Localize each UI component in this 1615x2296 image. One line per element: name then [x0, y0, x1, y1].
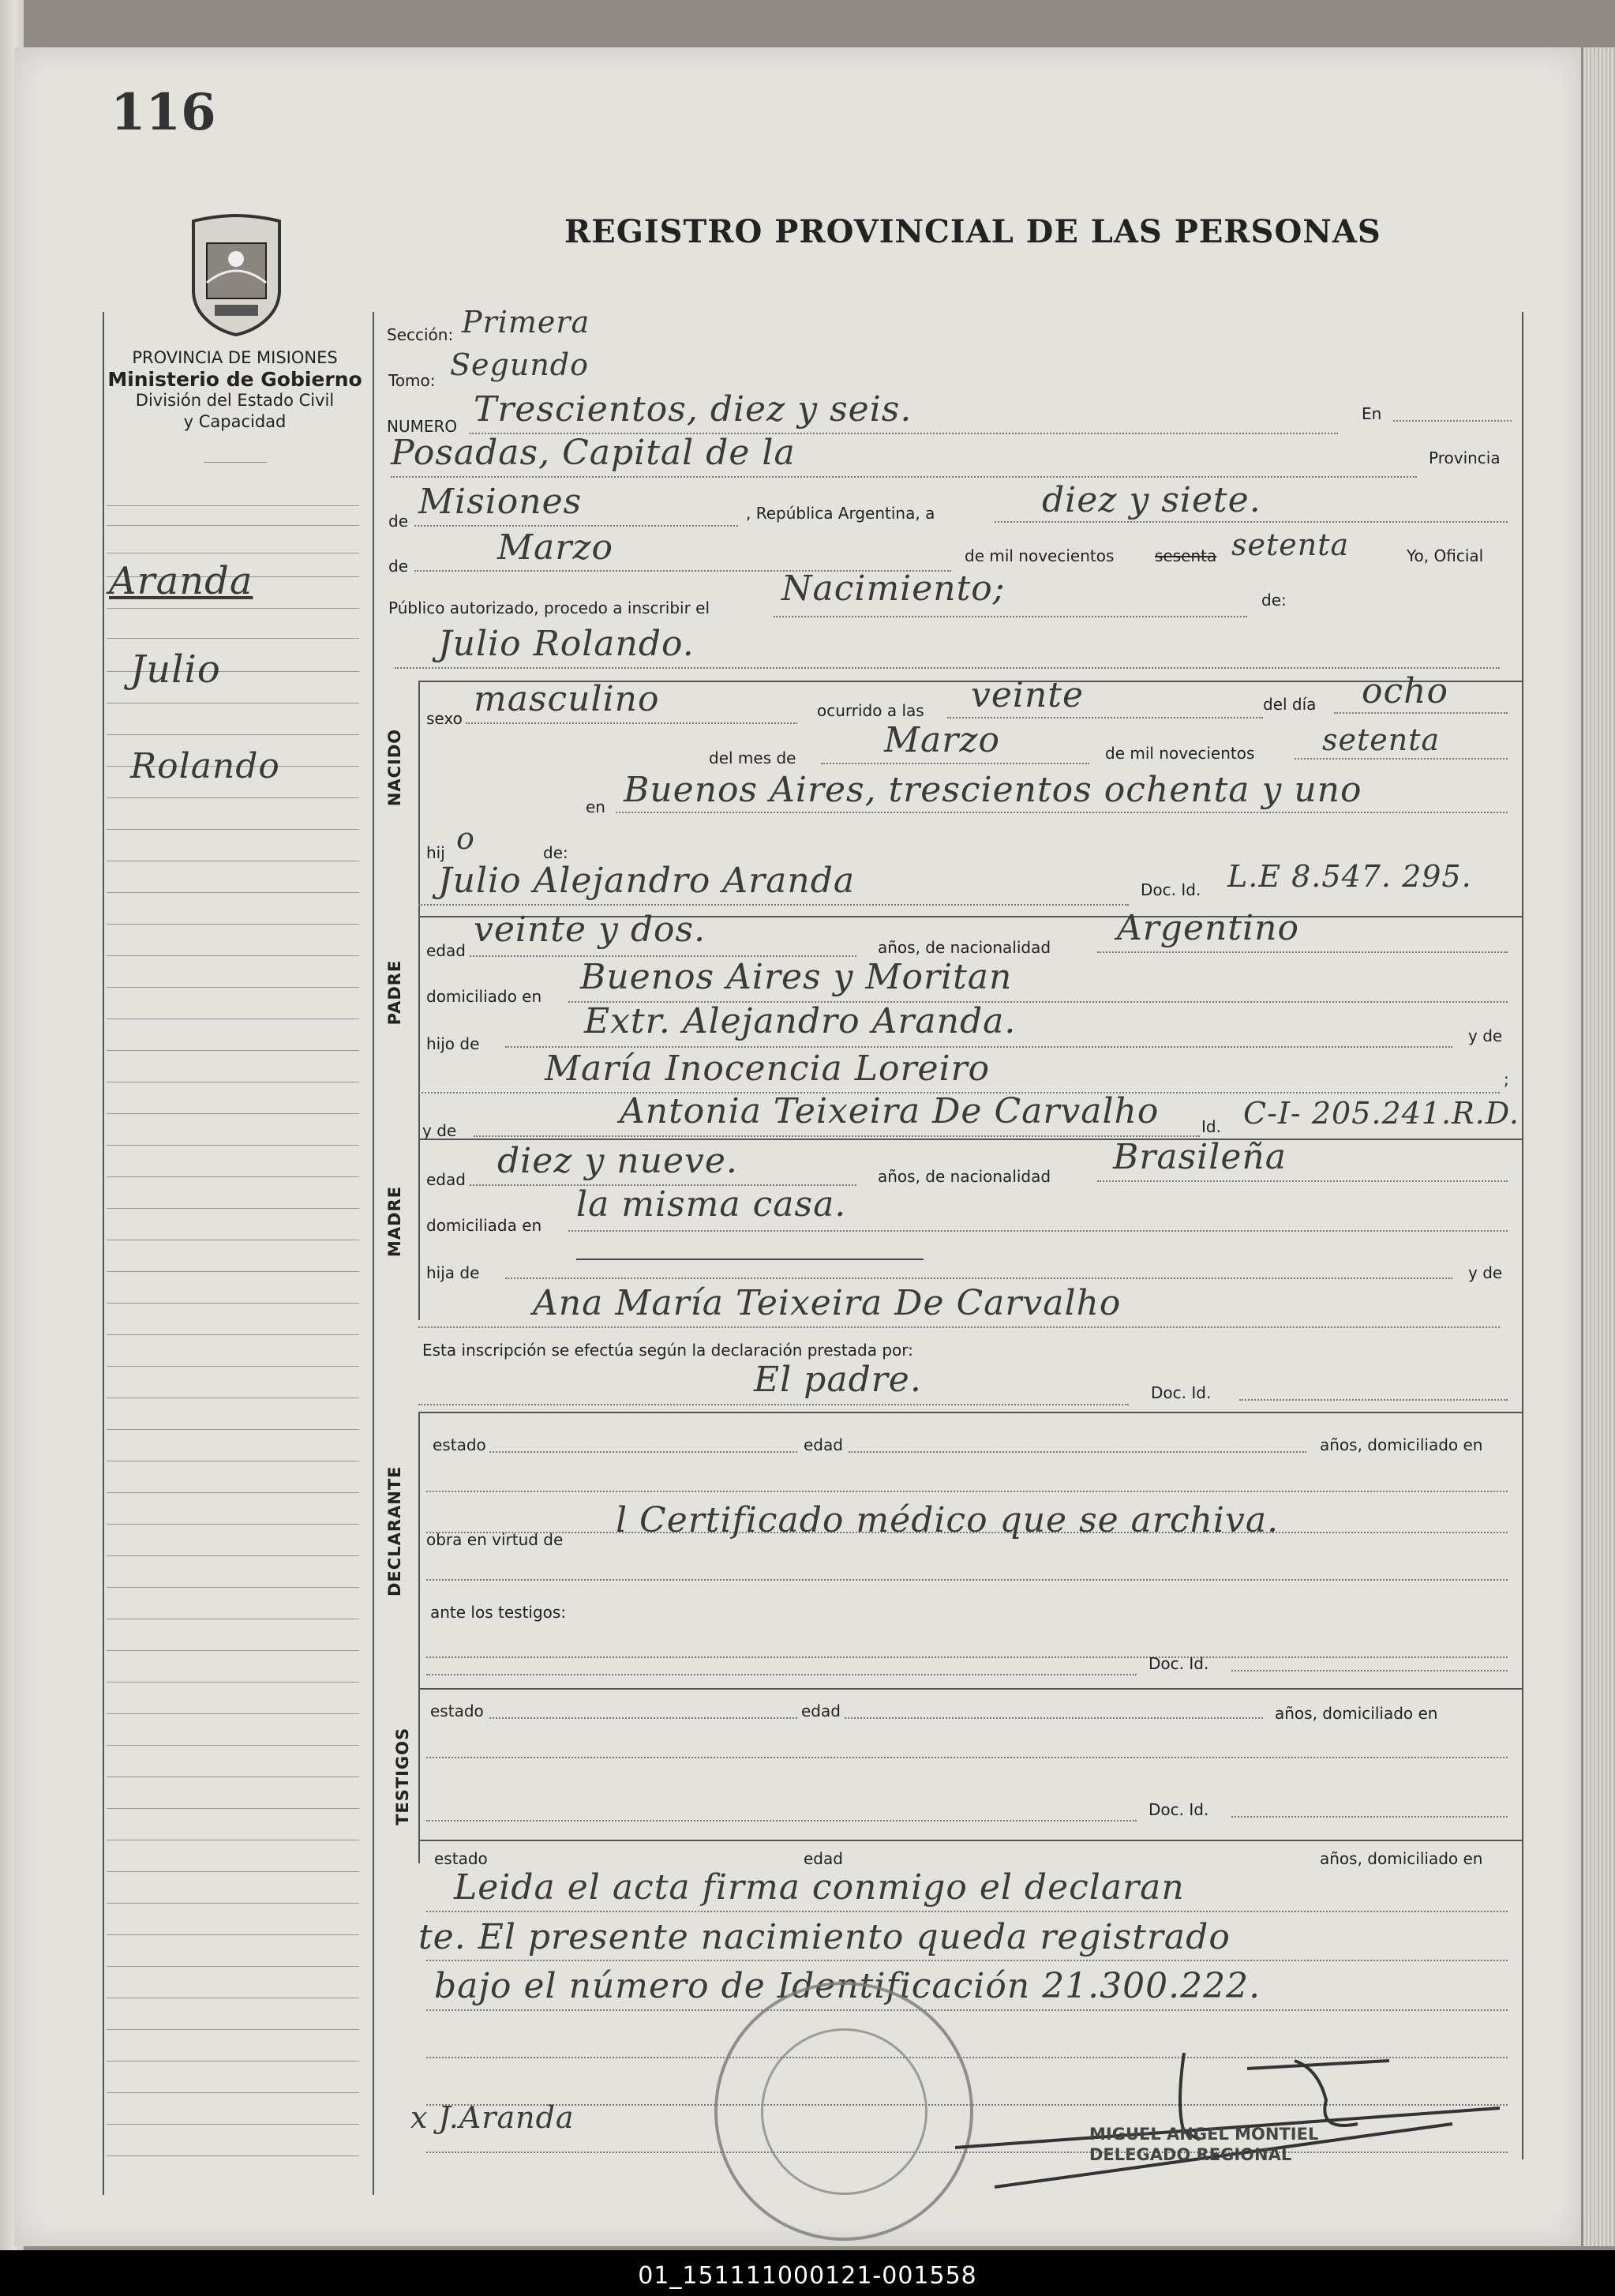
section-declarante: DECLARANTE [385, 1465, 404, 1596]
label-de-mil: de mil novecientos [965, 546, 1115, 565]
label-estado-1: estado [433, 1435, 486, 1454]
margin-given-2: Rolando [130, 746, 280, 786]
label-publico: Público autorizado, procedo a inscribir el [388, 598, 710, 617]
label-doc-id-4: Doc. Id. [1148, 1800, 1209, 1819]
field-padre-doc: L.E 8.547. 295. [1227, 859, 1472, 894]
field-dia: ocho [1362, 671, 1448, 711]
field-provincia: Misiones [418, 482, 583, 522]
field-madre-doc: C-I- 205.241.R.D. [1243, 1096, 1519, 1131]
label-edad-1: edad [804, 1435, 843, 1454]
label-tomo: Tomo: [388, 371, 436, 390]
field-certificado: l Certificado médico que se archiva. [616, 1500, 1280, 1540]
label-seccion: Sección: [387, 325, 454, 344]
label-sexo: sexo [426, 709, 463, 728]
label-en-2: en [586, 797, 605, 816]
footer-id: 01_151111000121-001558 [638, 2262, 977, 2290]
issuer-block [103, 347, 367, 433]
label-anos-dom-3: años, domiciliado en [1320, 1849, 1483, 1868]
field-abuelo-p: Extr. Alejandro Aranda. [584, 1001, 1017, 1041]
label-semicolon: ; [1504, 1070, 1509, 1089]
margin-surname: Aranda [109, 559, 253, 603]
label-de-mil-2: de mil novecientos [1105, 744, 1255, 763]
label-doc-id-2: Doc. Id. [1151, 1383, 1212, 1402]
field-tomo: Segundo [450, 347, 589, 382]
label-edad-3: edad [804, 1849, 843, 1868]
field-madre-edad: diez y nueve. [497, 1141, 738, 1181]
label-obra: obra en virtud de [426, 1530, 564, 1549]
note-line-2: te. El presente nacimiento queda registrado [418, 1917, 1231, 1957]
province-name: PROVINCIA DE MISIONES [132, 348, 338, 367]
field-ano: setenta [1322, 722, 1441, 757]
label-ocurrido: ocurrido a las [817, 701, 924, 720]
label-hija-de: hija de [426, 1263, 480, 1282]
field-madre-nac: Brasileña [1113, 1137, 1287, 1177]
label-y-de-1: y de [1468, 1026, 1503, 1045]
provincial-seal-icon [183, 212, 290, 338]
label-edad-madre: edad [426, 1170, 466, 1189]
divider [204, 462, 267, 463]
label-republica: , República Argentina, a [746, 504, 935, 523]
ministry-name: Ministerio de Gobierno [107, 368, 362, 391]
field-padre-dom: Buenos Aires y Moritan [580, 957, 1013, 997]
label-provincia: Provincia [1429, 448, 1501, 467]
note-line-1: Leida el acta firma conmigo el declaran [454, 1867, 1185, 1908]
division-line-1: División del Estado Civil [135, 391, 335, 410]
field-declarante: El padre. [754, 1360, 922, 1400]
label-domiciliada: domiciliada en [426, 1216, 542, 1235]
field-ano-acta: setenta [1231, 527, 1350, 562]
label-en: En [1362, 404, 1382, 423]
label-sesenta: sesenta [1155, 546, 1217, 565]
field-dia-acta: diez y siete. [1042, 480, 1261, 520]
field-abuela-p: María Inocencia Loreiro [545, 1049, 991, 1089]
field-seccion: Primera [462, 305, 590, 340]
field-padre: Julio Alejandro Aranda [438, 861, 856, 901]
label-de-2: de [388, 557, 408, 576]
page-number: 116 [111, 83, 216, 142]
frame-right [1522, 312, 1523, 2159]
label-edad-padre: edad [426, 941, 466, 960]
label-doc-id-3: Doc. Id. [1148, 1654, 1209, 1673]
section-madre: MADRE [385, 1185, 404, 1258]
official-title: DELEGADO REGIONAL [1089, 2145, 1292, 2164]
label-doc-id-1: Doc. Id. [1141, 880, 1201, 899]
section-nacido: NACIDO [385, 728, 404, 807]
declarant-signature: x J.Aranda [410, 2100, 575, 2135]
frame-divider [373, 312, 374, 2195]
label-id: Id. [1201, 1117, 1221, 1136]
label-de-1: de [388, 512, 408, 531]
label-y-de-3: y de [1468, 1263, 1503, 1282]
field-lugar-nac: Buenos Aires, trescientos ochenta y uno [624, 770, 1362, 810]
label-hijo-de: hijo de [426, 1034, 480, 1053]
field-nombre: Julio Rolando. [438, 624, 695, 664]
label-hij: hij [426, 843, 445, 862]
label-domiciliado: domiciliado en [426, 987, 542, 1006]
label-esta-inscripcion: Esta inscripción se efectúa según la declaración prestada por: [422, 1341, 913, 1360]
label-del-mes: del mes de [709, 748, 796, 767]
label-anos-nac-padre: años, de nacionalidad [878, 938, 1051, 957]
label-anos-dom-2: años, domiciliado en [1275, 1704, 1438, 1723]
field-lugar: Posadas, Capital de la [391, 433, 796, 473]
field-sexo: masculino [474, 679, 660, 719]
page-edges [1583, 47, 1615, 2246]
official-signature [947, 2037, 1516, 2195]
official-name: MIGUEL ANGEL MONTIEL [1089, 2125, 1319, 2144]
field-abuela-m: Ana María Teixeira De Carvalho [533, 1283, 1122, 1323]
margin-given-1: Julio [130, 647, 221, 692]
label-y-de-2: y de [422, 1121, 457, 1140]
label-estado-2: estado [430, 1701, 484, 1720]
label-estado-3: estado [434, 1849, 488, 1868]
official-stamp [1089, 2124, 1318, 2165]
field-tipo: Nacimiento; [781, 568, 1006, 609]
field-hora: veinte [971, 675, 1085, 715]
label-anos-nac-madre: años, de nacionalidad [878, 1167, 1051, 1186]
label-ante: ante los testigos: [430, 1603, 567, 1622]
field-madre-dom: la misma casa. [576, 1184, 847, 1225]
field-mes-acta: Marzo [497, 527, 613, 568]
official-round-stamp [714, 1982, 973, 2241]
field-numero: Trescientos, diez y seis. [474, 389, 912, 430]
field-padre-edad: veinte y dos. [474, 910, 706, 950]
document-title: REGISTRO PROVINCIAL DE LAS PERSONAS [564, 213, 1381, 250]
label-de-colon: de: [1261, 591, 1287, 610]
section-padre: PADRE [385, 959, 404, 1026]
label-edad-2: edad [801, 1701, 841, 1720]
section-testigos: TESTIGOS [393, 1727, 412, 1825]
field-madre: Antonia Teixeira De Carvalho [620, 1091, 1160, 1131]
frame-left [103, 312, 104, 2195]
field-mes: Marzo [884, 720, 1000, 760]
label-anos-dom-1: años, domiciliado en [1320, 1435, 1483, 1454]
division-line-2: y Capacidad [183, 412, 287, 431]
label-del-dia: del día [1263, 695, 1317, 714]
label-numero: NUMERO [387, 417, 458, 436]
field-padre-nac: Argentino [1117, 908, 1299, 948]
label-yo-oficial: Yo, Oficial [1407, 546, 1484, 565]
note-line-3: bajo el número de Identificación 21.300.222. [434, 1966, 1261, 2006]
field-hij-suffix: o [456, 821, 475, 856]
label-de-3: de: [543, 843, 568, 862]
